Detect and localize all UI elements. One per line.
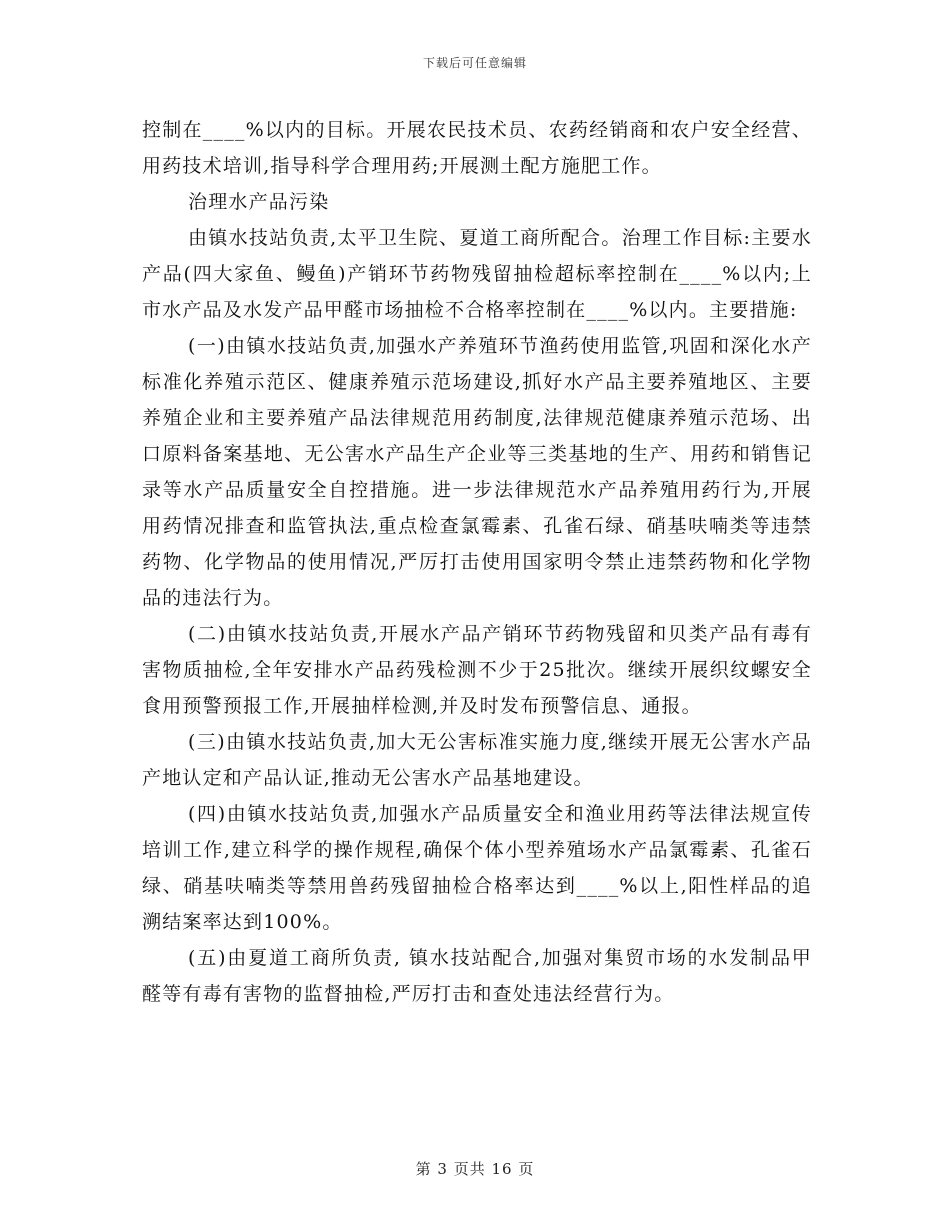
- paragraph-measure-5: (五)由夏道工商所负责, 镇水技站配合,加强对集贸市场的水发制品甲醛等有毒有害物的监督抽检,严厉打击和查处违法经营行为。: [142, 947, 812, 1005]
- paragraph-goals: 由镇水技站负责,太平卫生院、夏道工商所配合。治理工作目标:主要水产品(四大家鱼、鳗鱼)产销环节药物残留抽检超标率控制在____%以内;上市水产品及水发产品甲醛市场抽检不合格率控制在____%以内。主要措施:: [142, 227, 812, 321]
- page-number: 第 3 页共 16 页: [415, 1160, 535, 1178]
- header-note: 下载后可任意编辑: [422, 56, 527, 70]
- paragraph-continuation: 控制在____%以内的目标。开展农民技术员、农药经销商和农户安全经营、用药技术培训,指导科学合理用药;开展测土配方施肥工作。: [142, 119, 812, 177]
- document-body: [142, 112, 812, 1012]
- paragraph-measure-1: (一)由镇水技站负责,加强水产养殖环节渔药使用监管,巩固和深化水产标准化养殖示范区、健康养殖示范场建设,抓好水产品主要养殖地区、主要养殖企业和主要养殖产品法律规范用药制度,法律规范健康养殖示范场、出口原料备案基地、无公害水产品生产企业等三类基地的生产、用药和销售记录等水产品质量安全自控措施。进一步法律规范水产品养殖用药行为,开展用药情况排查和监管执法,重点检查氯霉素、孔雀石绿、硝基呋喃类等违禁药物、化学物品的使用情况,严厉打击使用国家明令禁止违禁药物和化学物品的违法行为。: [142, 335, 812, 609]
- paragraph-measure-4: (四)由镇水技站负责,加强水产品质量安全和渔业用药等法律法规宣传培训工作,建立科学的操作规程,确保个体小型养殖场水产品氯霉素、孔雀石绿、硝基呋喃类等禁用兽药残留抽检合格率达到____%以上,阳性样品的追溯结案率达到100%。: [142, 803, 812, 933]
- section-heading: 治理水产品污染: [188, 191, 330, 213]
- paragraph-measure-3: (三)由镇水技站负责,加大无公害标准实施力度,继续开展无公害水产品产地认定和产品认证,推动无公害水产品基地建设。: [142, 731, 812, 789]
- paragraph-measure-2: (二)由镇水技站负责,开展水产品产销环节药物残留和贝类产品有毒有害物质抽检,全年安排水产品药残检测不少于25批次。继续开展织纹螺安全食用预警预报工作,开展抽样检测,并及时发布预警信息、通报。: [142, 623, 812, 717]
